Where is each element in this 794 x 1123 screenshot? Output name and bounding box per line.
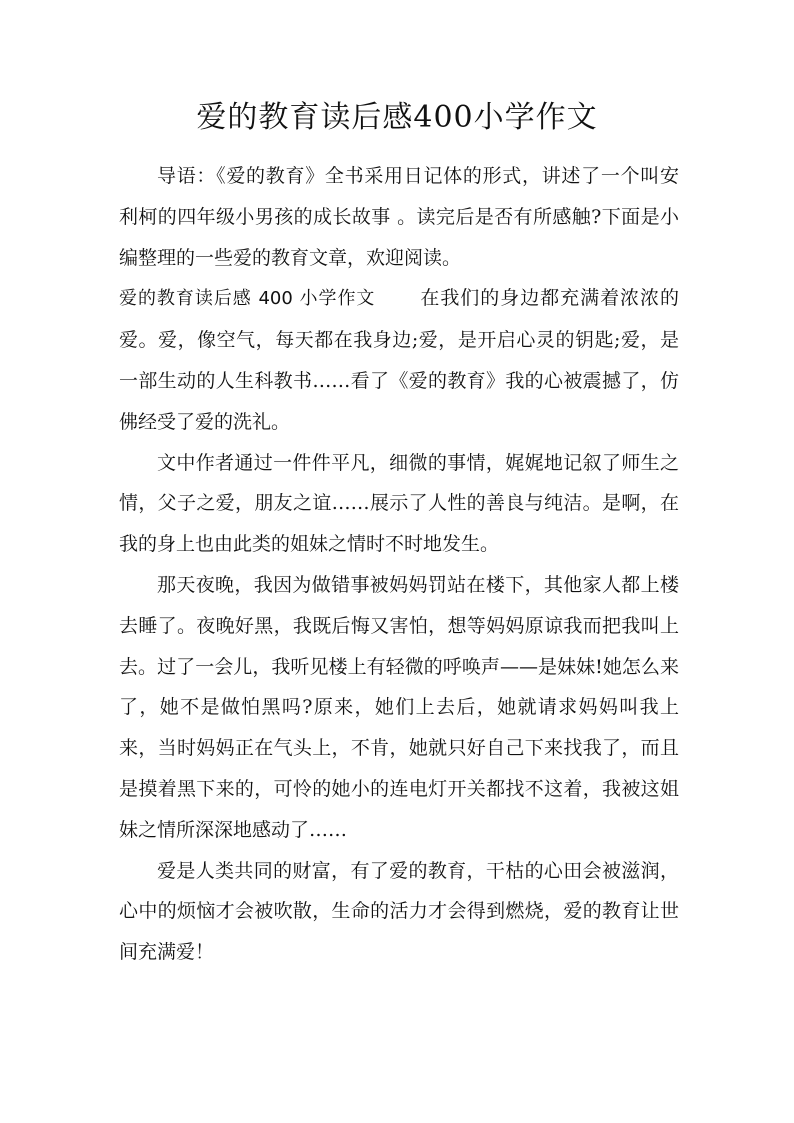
paragraph-2: 文中作者通过一件件平凡，细微的事情，娓娓地记叙了师生之情，父子之爱，朋友之谊……展示了人性的善良与纯洁。是啊，在我的身上也由此类的姐妹之情时不时地发生。 [119,451,679,556]
intro-paragraph: 导语：《爱的教育》全书采用日记体的形式，讲述了一个叫安利柯的四年级小男孩的成长故事 。读完后是否有所感触?下面是小编整理的一些爱的教育文章，欢迎阅读。 [119,165,679,269]
document-body [119,156,679,973]
inline-heading: 爱的教育读后感 400 小学作文 [119,288,376,310]
document-title: 爱的教育读后感400小学作文 [196,100,598,135]
paragraph-3: 那天夜晚，我因为做错事被妈妈罚站在楼下，其他家人都上楼去睡了。夜晚好黑，我既后悔又害怕，想等妈妈原谅我而把我叫上去。过了一会儿，我听见楼上有轻微的呼唤声——是妹妹!她怎么来了，她不是做怕黑吗?原来，她们上去后，她就请求妈妈叫我上来，当时妈妈正在气头上，不肯，她就只好自己下来找我了，而且是摸着黑下来的，可怜的她小的连电灯开关都找不这着，我被这姐妹之情所深深地感动了…… [119,573,679,841]
paragraph-1: 在我们的身边都充满着浓浓的爱。爱，像空气，每天都在我身边;爱，是开启心灵的钥匙;爱，是一部生动的人生科教书……看了《爱的教育》我的心被震撼了，仿佛经受了爱的洗礼。 [119,287,679,433]
heading-paragraph [119,278,679,442]
paragraph-4: 爱是人类共同的财富，有了爱的教育，干枯的心田会被滋润，心中的烦恼才会被吹散，生命的活力才会得到燃烧，爱的教育让世间充满爱！ [119,859,679,964]
